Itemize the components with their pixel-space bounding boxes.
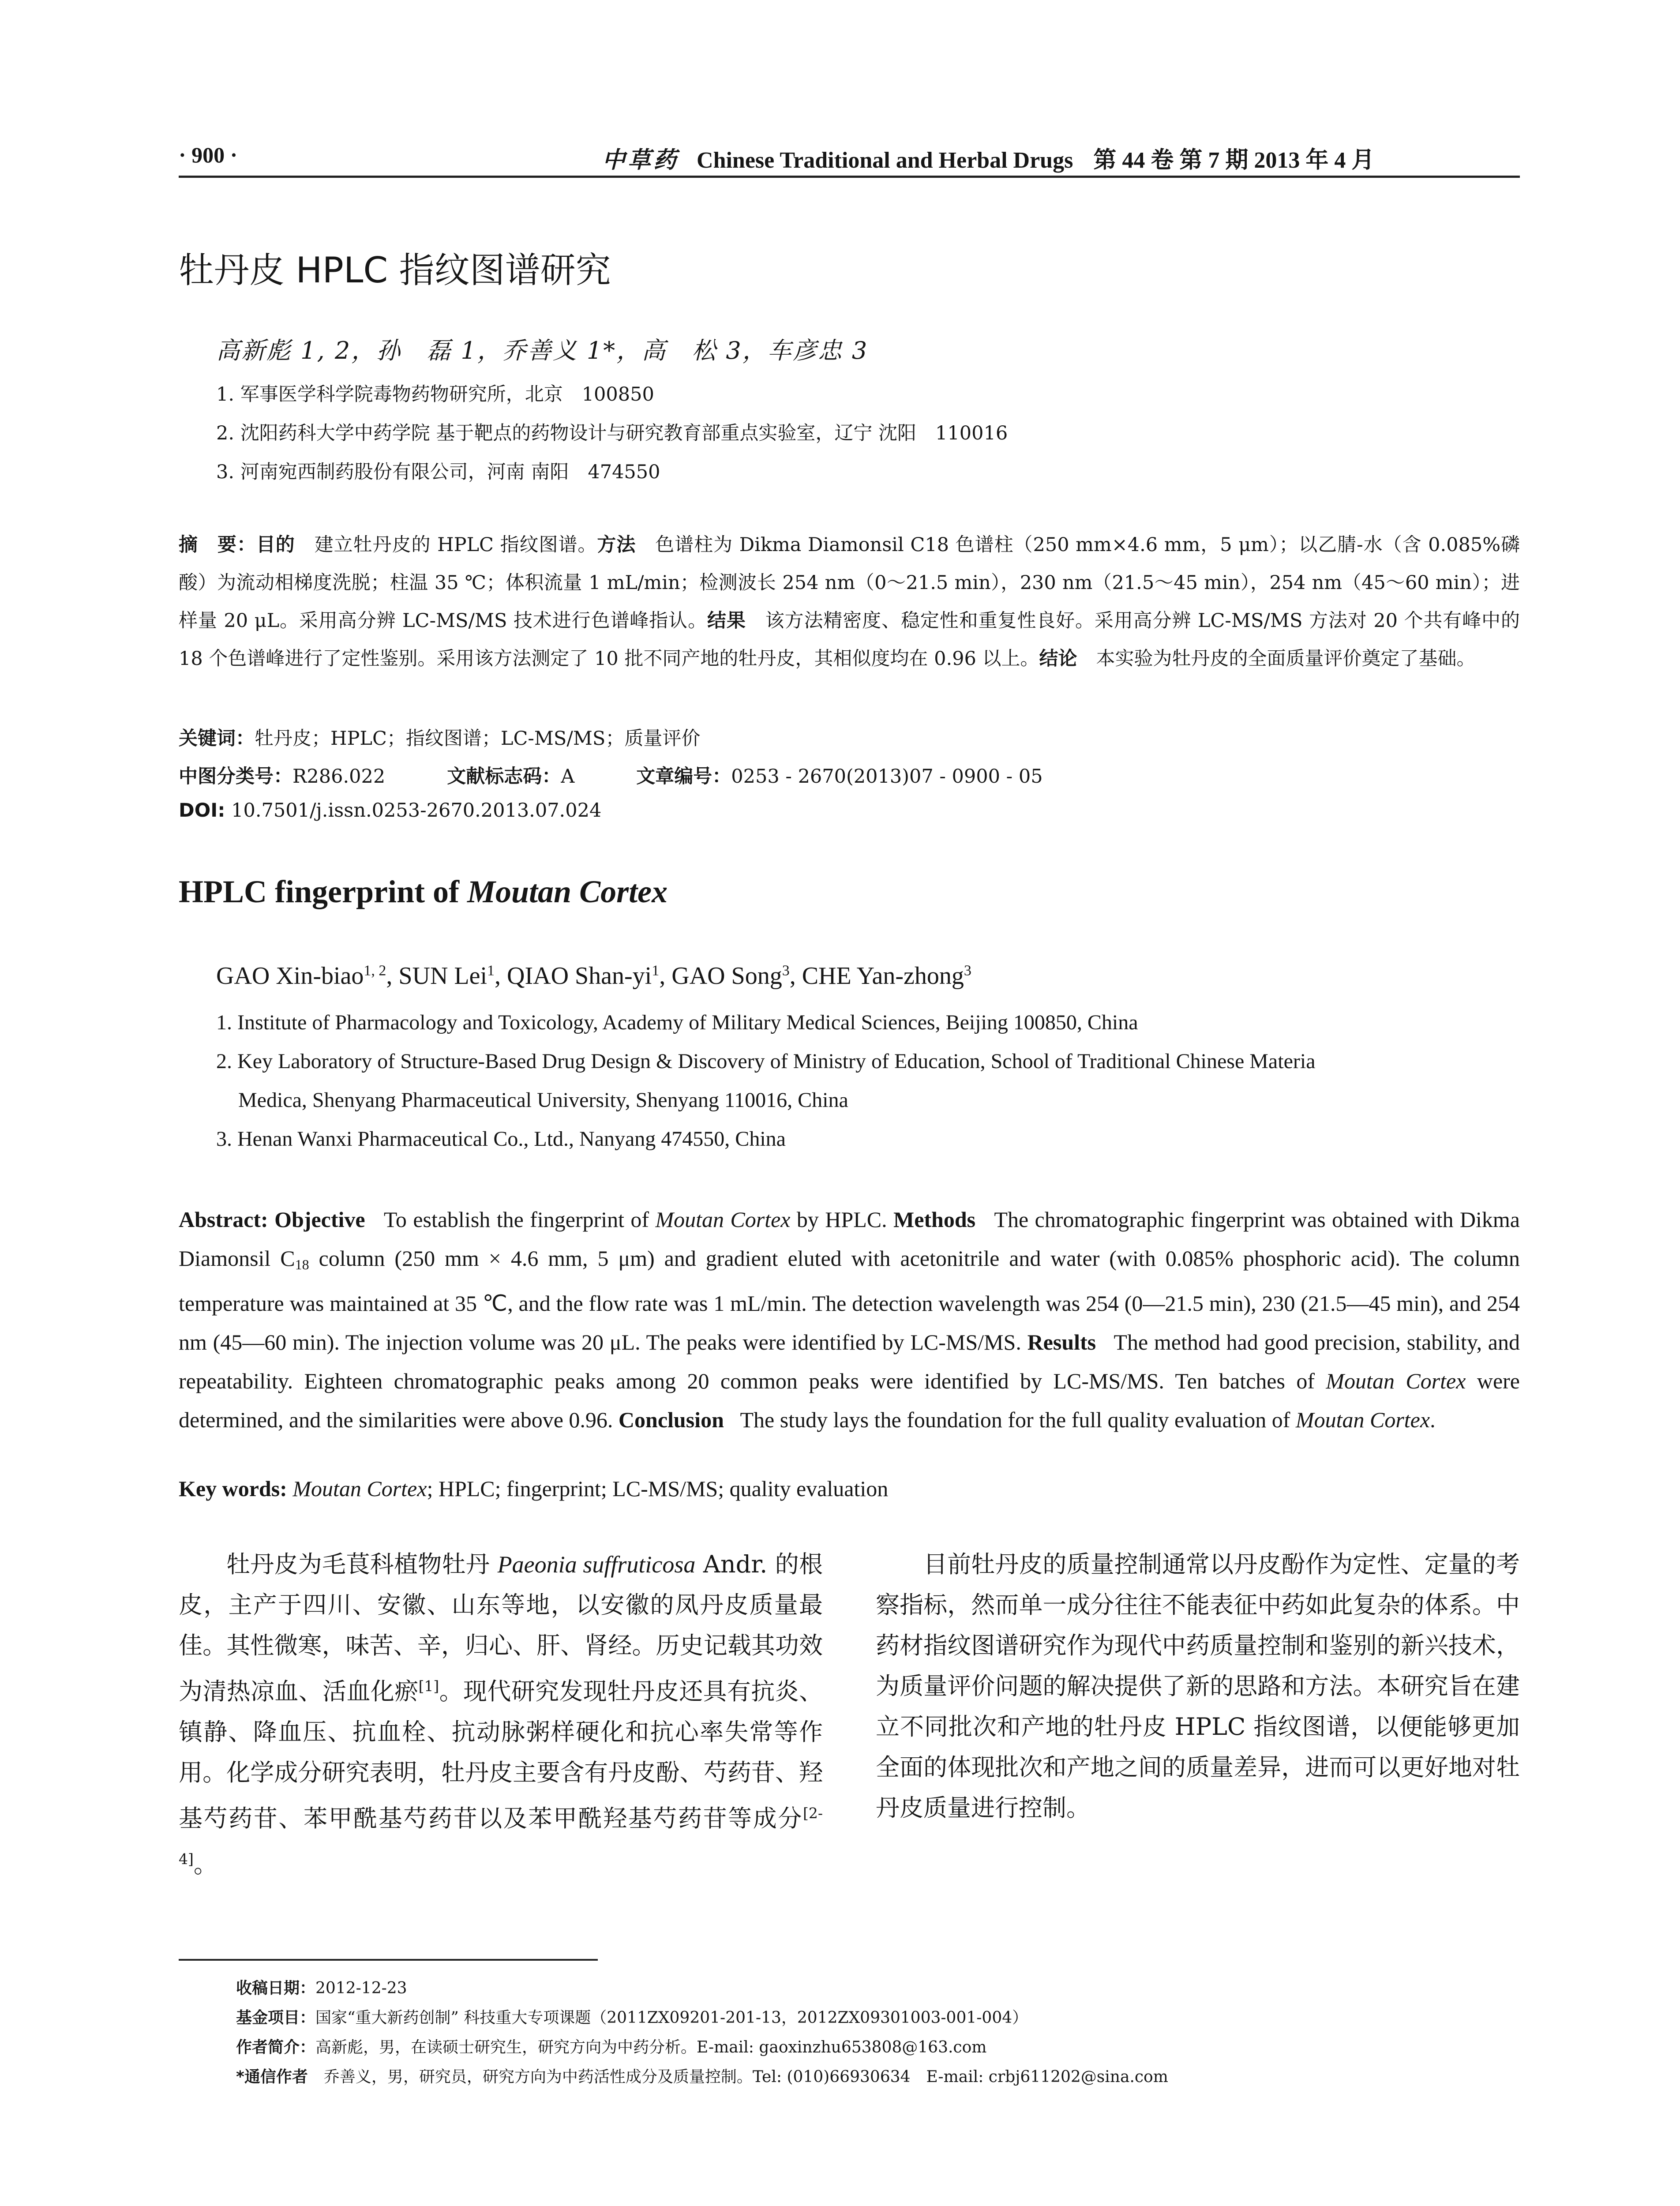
author-list-en: GAO Xin-biao$^{1, 2}$, SUN Lei$^1$, QIAO Shan-$yi^1$, GAO Song$^3$, CHE Yan-zhong$^3$ [216, 962, 971, 990]
journal-name-en: Chinese Traditional and Herbal Drugs [697, 148, 1073, 173]
clc-value: R286.022 [292, 765, 386, 788]
methods-text-en: column (250 mm × 4.6 mm, 5 μm) and gradient eluted with acetonitrile and water (with 0.085% phosphoric acid). The column temperature was maintained at 35 ℃, and the flow rate was 1 mL/min. The detection wavelength was 254 (0—21.5 min), 230 (21.5—45 min), and 254 nm (45—60 min). The injection volume was 20 μL. The peaks were identified by LC-MS/MS. [179, 1246, 1520, 1354]
article-no-label: 文章编号： [636, 765, 731, 788]
title-en-prefix: HPLC fingerprint of [179, 874, 467, 909]
conclusion-text-en: The study lays the foundation for the full quality evaluation of [740, 1407, 1296, 1432]
affiliation-en-2: 2. Key Laboratory of Structure-Based Drug Design & Discovery of Ministry of Education, School of Traditional Chinese Materia [216, 1050, 1316, 1073]
footnote-text: 2012-12-23 [315, 1979, 407, 1997]
methods-subscript: 18 [295, 1257, 309, 1272]
affiliation-cn-1: 1. 军事医学科学院毒物药物研究所，北京 100850 [216, 383, 654, 405]
results-text-en: were determined, and the similarities were above 0.96. [179, 1369, 1520, 1432]
clc-label: 中图分类号： [179, 765, 292, 788]
affiliation-en-1: 1. Institute of Pharmacology and Toxicology, Academy of Military Medical Sciences, Beijing 100850, China [216, 1011, 1138, 1034]
author-en-sup: 1, 2 [364, 962, 386, 979]
article-title-cn: 牡丹皮 HPLC 指纹图谱研究 [179, 250, 611, 291]
body-text: 。 [193, 1850, 218, 1878]
body-text: Andr. 的根皮，主产于四川、安徽、山东等地，以安徽的凤丹皮质量最佳。其性微寒，味苦、辛，归心、肝、肾经。历史记载其功效为清热凉血、活血化瘀 [179, 1550, 823, 1705]
drug-name: Moutan Cortex [1326, 1369, 1466, 1393]
footnote-label: 收稿日期： [236, 1979, 316, 1997]
doc-code-value: A [561, 765, 575, 788]
article-no-value: 0253 - 2670(2013)07 - 0900 - 05 [731, 765, 1043, 788]
citation-ref: [2-4] [179, 1805, 823, 1868]
results-label-en: Results [1027, 1330, 1096, 1354]
conclusion-text-en: . [1430, 1407, 1436, 1432]
doi-value: 10.7501/j.issn.0253-2670.2013.07.024 [231, 799, 602, 822]
keywords-en [179, 1476, 888, 1501]
body-column-right [876, 1544, 1520, 1828]
footnote-label: 作者简介： [236, 2038, 316, 2056]
doi-label: DOI: [179, 799, 225, 822]
body-paragraph: 目前牡丹皮的质量控制通常以丹皮酚作为定性、定量的考察指标，然而单一成分往往不能表征中药如此复杂的体系。中药材指纹图谱研究作为现代中药质量控制和鉴别的新兴技术，为质量评价问题的解决提供了新的思路和方法。本研究旨在建立不同批次和产地的牡丹皮 HPLC 指纹图谱，以便能够更加全面的体现批次和产地之间的质量差异，进而可以更好地对牡丹皮质量进行控制。 [876, 1550, 1520, 1822]
abstract-label-en: Abstract: Objective [179, 1207, 365, 1232]
keywords-label-cn: 关键词： [179, 728, 255, 750]
affiliation-en-3: 3. Henan Wanxi Pharmaceutical Co., Ltd., Nanyang 474550, China [216, 1127, 786, 1151]
results-text-cn: 该方法精密度、稳定性和重复性良好。采用高分辨 LC-MS/MS 方法对 20 个共有峰中的 18 个色谱峰进行了定性鉴别。采用该方法测定了 10 批不同产地的牡丹皮，其相似度均在 0.96 以上。 [179, 610, 1520, 670]
objective-text-en: by HPLC. [790, 1207, 887, 1232]
author-en-name: GAO Song [671, 962, 782, 990]
methods-label-en: Methods [893, 1207, 976, 1232]
keywords-cn [179, 724, 700, 750]
keywords-text-cn: 牡丹皮；HPLC；指纹图谱；LC-MS/MS；质量评价 [255, 728, 701, 750]
article-title-en [179, 874, 668, 910]
affiliation-en-2-cont: Medica, Shenyang Pharmaceutical University, Shenyang 110016, China [238, 1088, 848, 1112]
results-label-cn: 结果 [707, 610, 746, 632]
keywords-text-en: ; HPLC; fingerprint; LC-MS/MS; quality evaluation [427, 1476, 889, 1501]
journal-volume: 第 44 卷 第 7 期 2013 年 4 月 [1093, 148, 1375, 173]
title-en-italic: Moutan Cortex [467, 874, 668, 909]
drug-name: Moutan Cortex [1295, 1407, 1430, 1432]
classification-line [179, 762, 1043, 788]
body-paragraph [179, 1544, 823, 1885]
drug-name: Moutan Cortex [292, 1476, 427, 1501]
author-en-sup: 1 [652, 962, 660, 979]
footnote-fund [236, 2005, 1028, 2028]
methods-text-cn: 色谱柱为 Dikma Diamonsil C18 色谱柱（250 mm×4.6 mm，5 μm）；以乙腈-水（含 0.085%磷酸）为流动相梯度洗脱；柱温 35 ℃；体积流量 1 mL/min；检测波长 254 nm（0～21.5 min），230 nm（21.5～45 min），254 nm（45～60 min）；进样量 20 μL。采用高分辨 LC-MS/MS 技术进行色谱峰指认。 [179, 534, 1520, 632]
footnote-divider [179, 1959, 598, 1961]
page-number: · 900 · [179, 143, 238, 167]
doc-code-label: 文献标志码： [447, 765, 561, 788]
keywords-label-en: Key words: [179, 1476, 287, 1501]
author-en-name: GAO Xin-biao [216, 962, 364, 990]
conclusion-label-en: Conclusion [618, 1407, 724, 1432]
journal-name [602, 141, 1374, 174]
header-divider [179, 176, 1520, 178]
footnote-text: 高新彪，男，在读硕士研究生，研究方向为中药分析。E-mail: gaoxinzhu653808@163.com [315, 2038, 987, 2056]
author-en-sup: 3 [964, 962, 971, 979]
conclusion-text-cn: 本实验为牡丹皮的全面质量评价奠定了基础。 [1096, 648, 1476, 670]
drug-name: Moutan Cortex [655, 1207, 791, 1232]
footnote-label: *通信作者 [236, 2068, 308, 2086]
methods-label-cn: 方法 [597, 534, 636, 556]
doi-line [179, 799, 601, 822]
methods-text-en: The chromatographic fingerprint was obtained with Dikma Diamonsil C [179, 1207, 1520, 1271]
objective-text-en: To establish the fingerprint of [383, 1207, 656, 1232]
abstract-label-cn: 摘 要： [179, 534, 256, 556]
body-column-left [179, 1544, 823, 1885]
author-list-cn: 高新彪 1, 2，孙 磊 1，乔善义 1*，高 松 3，车彦忠 3 [216, 337, 869, 364]
author-en-name: QIAO Shan-yi [507, 962, 652, 990]
latin-name: Paeonia suffruticosa [497, 1551, 696, 1578]
author-en-name: CHE Yan-zhong [802, 962, 964, 990]
author-en-sup: 3 [782, 962, 790, 979]
footnote-received [236, 1976, 407, 1998]
footnote-text: 乔善义，男，研究员，研究方向为中药活性成分及质量控制。Tel: (010)66930634 E-mail: crbj611202@sina.com [323, 2068, 1168, 2086]
footnote-author [236, 2035, 986, 2057]
author-en-sup: 1 [487, 962, 495, 979]
objective-text-cn: 建立牡丹皮的 HPLC 指纹图谱。 [314, 534, 597, 556]
body-text: 。现代研究发现牡丹皮还具有抗炎、镇静、降血压、抗血栓、抗动脉粥样硬化和抗心率失常等作用。化学成分研究表明，牡丹皮主要含有丹皮酚、芍药苷、羟基芍药苷、苯甲酰基芍药苷以及苯甲酰羟基芍药苷等成分 [179, 1677, 823, 1832]
journal-name-cn: 中草药 [602, 146, 679, 173]
conclusion-label-cn: 结论 [1039, 648, 1077, 670]
citation-ref: [1] [418, 1677, 439, 1695]
running-header [179, 141, 1520, 176]
affiliation-cn-2: 2. 沈阳药科大学中药学院 基于靶点的药物设计与研究教育部重点实验室，辽宁 沈阳 110016 [216, 422, 1008, 444]
footnote-corresponding [236, 2064, 1168, 2087]
footnote-label: 基金项目： [236, 2009, 316, 2027]
abstract-cn [179, 526, 1520, 678]
author-en-name: SUN Lei [398, 962, 488, 990]
footnote-text: 国家“重大新药创制” 科技重大专项课题（2011ZX09201-201-13，2012ZX09301003-001-004） [315, 2009, 1028, 2027]
body-text: 牡丹皮为毛茛科植物牡丹 [226, 1550, 498, 1578]
objective-label-cn: 目的 [256, 534, 295, 556]
abstract-en [179, 1200, 1520, 1439]
affiliation-cn-3: 3. 河南宛西制药股份有限公司，河南 南阳 474550 [216, 461, 660, 483]
results-text-en: The method had good precision, stability, and repeatability. Eighteen chromatographic peaks among 20 common peaks were identified by LC-MS/MS. Ten batches of [179, 1330, 1520, 1393]
